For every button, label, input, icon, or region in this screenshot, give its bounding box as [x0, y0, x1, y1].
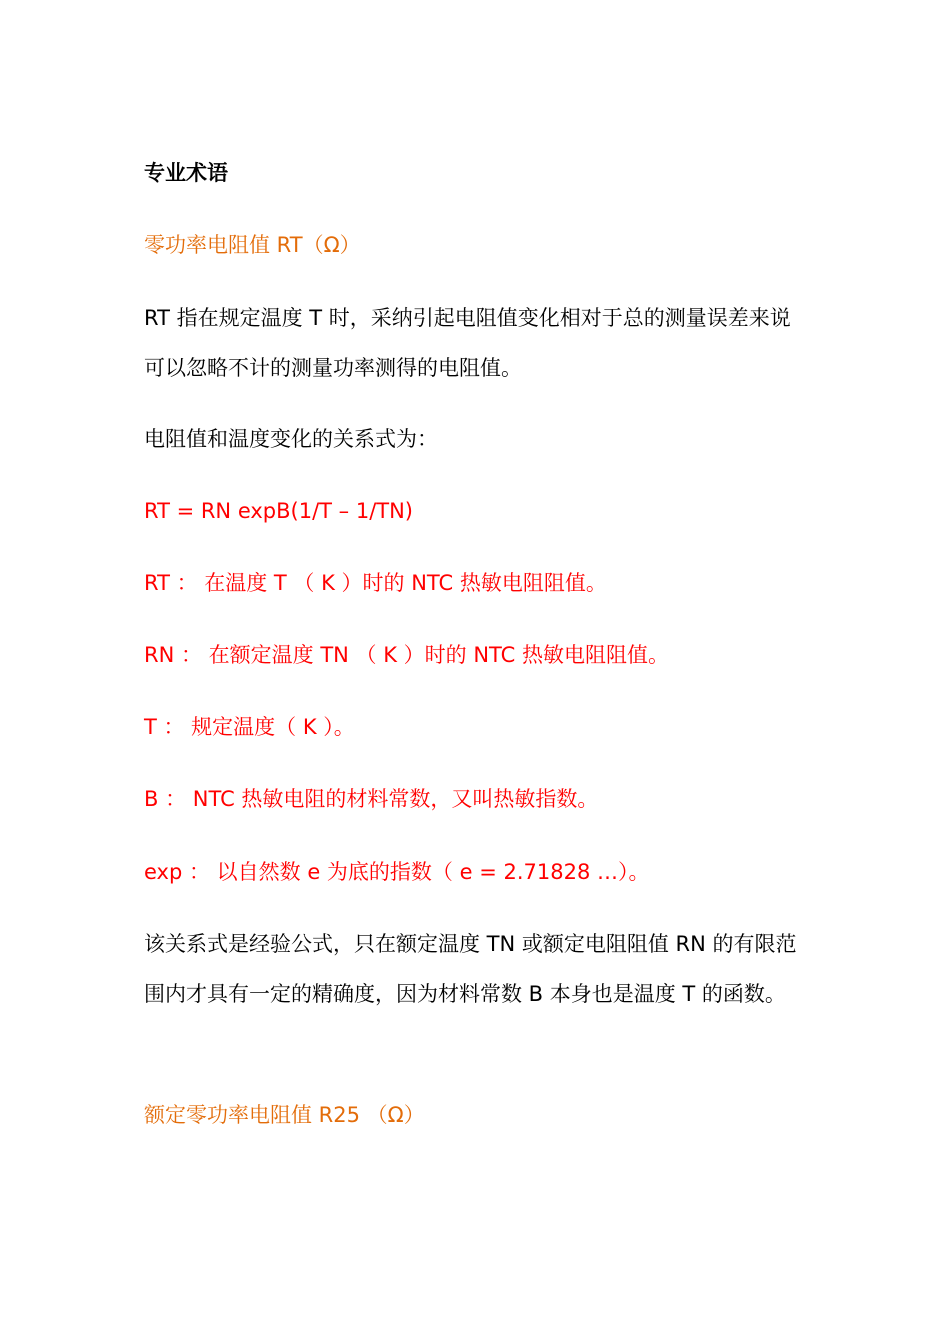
term-heading-r25: 额定零功率电阻值 R25 （Ω）	[144, 1103, 425, 1127]
definition-t: T ： 规定温度（ K ）。	[144, 715, 355, 739]
relation-intro: 电阻值和温度变化的关系式为：	[144, 427, 438, 451]
definition-rn: RN ： 在额定温度 TN （ K ）时的 NTC 热敏电阻阻值。	[144, 643, 669, 667]
definition-rt: RT ： 在温度 T （ K ）时的 NTC 热敏电阻阻值。	[144, 571, 607, 595]
formula: RT = RN expB(1/T – 1/TN)	[144, 499, 414, 523]
section-title: 专业术语	[144, 161, 228, 185]
term-description-rt: RT 指在规定温度 T 时，采纳引起电阻值变化相对于总的测量误差来说可以忽略不计的测量功率测得的电阻值。	[144, 306, 791, 380]
definition-exp: exp ： 以自然数 e 为底的指数（ e = 2.71828 …）。	[144, 860, 650, 884]
formula-note: 该关系式是经验公式，只在额定温度 TN 或额定电阻阻值 RN 的有限范围内才具有一定的精确度，因为材料常数 B 本身也是温度 T 的函数。	[144, 932, 797, 1006]
definition-b: B ： NTC 热敏电阻的材料常数，又叫热敏指数。	[144, 787, 599, 811]
term-heading-rt: 零功率电阻值 RT（Ω）	[144, 233, 361, 257]
